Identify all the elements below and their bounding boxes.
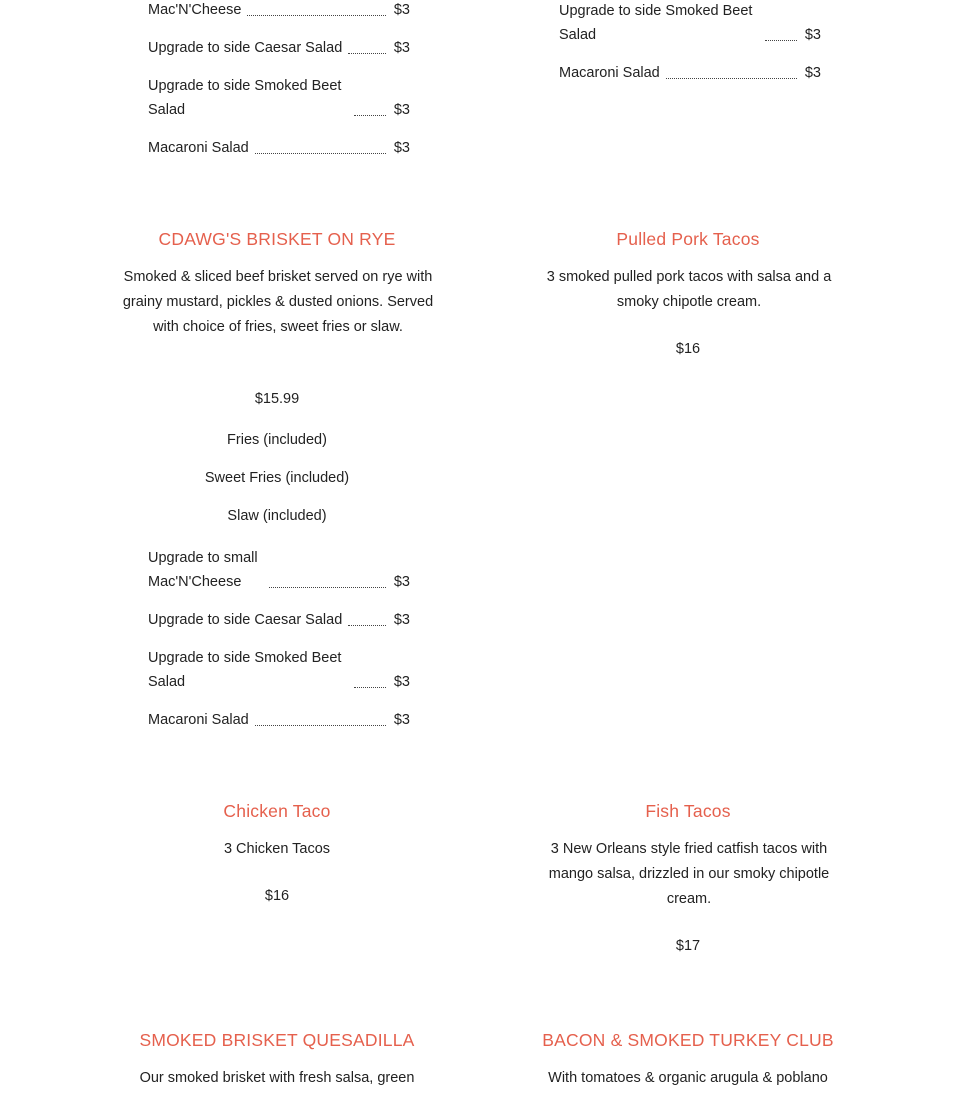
menu-item-price: $17 — [675, 938, 701, 954]
menu-item-price: $16 — [675, 341, 701, 357]
menu-item-description: Our smoked brisket with fresh salsa, green — [139, 1070, 415, 1086]
menu-item-title: Chicken Taco — [223, 801, 331, 821]
included-option: Fries (included) — [227, 432, 327, 448]
menu-item-description: 3 New Orleans style fried catfish tacos with mango salsa, drizzled in our smoky chipotle cream. — [548, 841, 830, 907]
menu-item-price: $15.99 — [254, 391, 300, 407]
menu-item-price: $16 — [264, 888, 290, 904]
menu-item-title: SMOKED BRISKET QUESADILLA — [139, 1030, 415, 1050]
menu-item-description: 3 Chicken Tacos — [223, 841, 331, 857]
menu-item-title: Pulled Pork Tacos — [616, 229, 760, 249]
option-item: Upgrade to side Smoked Beet Salad $3 — [559, 3, 821, 43]
option-item: Upgrade to side Caesar Salad $3 — [148, 612, 410, 628]
option-item: Macaroni Salad $3 — [148, 712, 410, 728]
menu-item-title: BACON & SMOKED TURKEY CLUB — [542, 1030, 834, 1050]
included-option: Sweet Fries (included) — [204, 470, 350, 486]
menu-item-description: Smoked & sliced beef brisket served on rye with grainy mustard, pickles & dusted onions. Served with choice of fries, sweet fries or slaw. — [122, 269, 434, 335]
menu-item-title: CDAWG'S BRISKET ON RYE — [158, 229, 396, 249]
option-item: Mac'N'Cheese $3 — [148, 2, 410, 18]
option-item: Upgrade to side Caesar Salad $3 — [148, 40, 410, 56]
option-item: Upgrade to side Smoked Beet Salad $3 — [148, 78, 410, 118]
included-option: Slaw (included) — [227, 508, 327, 524]
menu-item-description: With tomatoes & organic arugula & poblano — [548, 1070, 828, 1086]
option-item: Upgrade to small Mac'N'Cheese $3 — [148, 550, 410, 590]
menu-item-description: 3 smoked pulled pork tacos with salsa and a smoky chipotle cream. — [546, 269, 832, 310]
menu-item-title: Fish Tacos — [645, 801, 731, 821]
option-item: Macaroni Salad $3 — [559, 65, 821, 81]
option-item: Upgrade to side Smoked Beet Salad $3 — [148, 650, 410, 690]
option-item: Macaroni Salad $3 — [148, 140, 410, 156]
